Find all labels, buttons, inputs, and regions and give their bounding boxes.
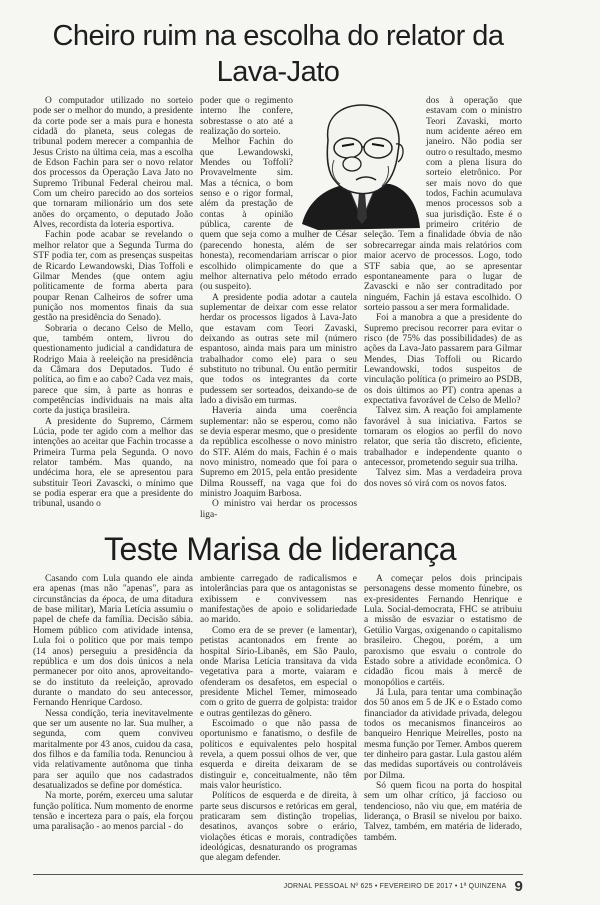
paragraph: Já Lula, para tentar uma combinação dos 50 anos em 5 de JK e o Estado como financiador da atividade privada, delegou todos os mecanismos financeiros ao banqueiro Henrique Meirelles, posto na mesma função por Temer. Ambos querem ter dinheiro para gastar. Lula gastou além das medidas suportáveis ou controláveis por Dilma.	[364, 687, 522, 781]
paragraph: Escoimado o que não passa de oportunismo e fanatismo, o desfile de políticos e equivalentes pelo hospital revela, a quem possui olhos de ver, que esquerda e direita deixaram de se distinguir e, conceitualmente, não têm mais valor heurístico.	[200, 718, 357, 791]
paragraph: A presidente do Supremo, Cármem Lúcia, pode ter agido com a melhor das intenções ao aceitar que Fachin trocasse a Primeira Turma pela Segunda. O novo relator também. Mas quando, na undécima hora, ele se apresentou para substituir Teori Zavascki, o mínimo que se podia esperar era que a presidente do tribunal, usando o	[33, 416, 193, 510]
paragraph: dos à operação que estavam com o ministro Teori Zavaski, morto num acidente aéreo em janeiro. Não podia ser outro o resultado, mesmo com a plena lisura do sorteio eletrônico. Por ser mais novo do que todos, Fachin acumulava menos processos sob a sua jurisdição. Este é o primeiro critério de seleção. Tem a finalidade óbvia de não sobrecarregar ainda mais relatórios com maior acervo de processos. Logo, todo STF sabia que, ao se apresentar espontaneamente para o lugar de Zavascki e não ser contraditado por ninguém, Fachin já estava escolhido. O sorteio passou a ser mera formalidade.	[364, 96, 522, 313]
article-1-headline: Cheiro ruim na escolha do relator da Lava-Jato	[52, 20, 504, 88]
paragraph: Nessa condição, teria inevitavelmente que ser um ausente no lar. Sua mulher, a segunda, com quem conviveu maritalmente por 43 anos, cuidou da casa, dos filhos e da família toda. Renunciou à vida relativamente autônoma que tinha para ser aquilo que nos cadastrados desatualizados se define por doméstica.	[33, 708, 193, 791]
paragraph: Talvez sim. A reação foi amplamente favorável à sua iniciativa. Fartos se tornaram os elogios ao perfil do novo relator, que seria tão discreto, eficiente, trabalhador e independente quanto o antecessor, prometendo seguir sua trilha.	[364, 406, 522, 469]
paragraph: poder que o regimento interno lhe confere, sobrestasse o ato até a realização do sorteio.	[200, 96, 293, 138]
paragraph: Na morte, porém, exerceu uma salutar função política. Num momento de enorme tensão e incerteza para o país, ela forçou uma paralisação - ao menos parcial - do	[33, 791, 193, 833]
paragraph: O computador utilizado no sorteio pode ser o melhor do mundo, a presidente da corte pode ser a mais pura e honesta cidadã do planeta, seus colegas de tribunal podem merecer a companhia de Jesus Cristo na última ceia, mas a escolha de Edson Fachin para ser o novo relator dos processos da Operação Lava Jato no Supremo Tribunal Federal cheirou mal. Com um cheiro parecido ao dos sorteios que tornaram milionário um dos sete anões do orçamento, o deputado João Alves, recordista da loteria esportiva.	[33, 96, 193, 231]
caricature-illustration	[298, 100, 420, 232]
article-2-column-3	[364, 574, 522, 843]
article-2	[33, 574, 523, 864]
paragraph: O ministro vai herdar os processos liga-	[200, 499, 357, 520]
paragraph: Fachin pode acabar se revelando o melhor relator que a Segunda Turma do STF podia ter, com as presenças suspeitas de Ricardo Lewandowski, Dias Toffoli e Gilmar Mendes (que ontem agiu politicamente de forma aberta para poupar Renan Calheiros de sofrer uma punição nos momentos finais da sua gestão na presidência do Senado).	[33, 230, 193, 324]
paragraph: Políticos de esquerda e de direita, à parte seus discursos e retóricas em geral, praticaram sem distinção tropelias, desatinos, avanços sobre o erário, violações éticas e morais, contradições ideológicas, desnaturando os programas que alegam defender.	[200, 791, 357, 864]
paragraph: Melhor Fachin do que Lewandowski, Mendes ou Toffoli? Provavelmente sim. Mas a técnica, o bom senso e o rigor formal, além da prestação de contas à opinião pública, carente de quem que seja como a mulher de César (parecendo honesta, além de ser honesta), recomendariam arriscar o pior escolhido olimpicamente do que a melhor alternativa pelo método errado (ou suspeito).	[200, 137, 357, 293]
nose	[343, 157, 361, 171]
page-footer	[33, 878, 523, 895]
article-1	[33, 96, 523, 520]
paragraph: Sobraria o decano Celso de Mello, que, também ontem, livrou do questionamento judicial a candidatura de Rodrigo Maia à reeleição na presidência da Câmara dos Deputados. Tudo é política, ao fim e ao cabo? Cada vez mais, parece que sim, à parte as honras e competências individuais na mais alta corte da justiça brasileira.	[33, 323, 193, 417]
article-2-headline: Teste Marisa de liderança	[103, 531, 457, 568]
publication-info: JORNAL PESSOAL Nº 625 • FEVEREIRO DE 2017 • 1ª QUINZENA	[283, 882, 507, 890]
paragraph: ambiente carregado de radicalismos e intolerâncias para que os antagonistas se exibissem e convivessem nas manifestações de apoio e solidariedade ao marido.	[200, 574, 357, 626]
paragraph: Haveria ainda uma coerência suplementar: não se esperou, como não se devia esperar mesmo, que o presidente da república escolhesse o novo ministro do STF. Além do mais, Fachin é o mais novo ministro, nomeado que foi para o Supremo em 2015, pela então presidente Dilma Rousseff, na vaga que foi do ministro Joaquim Barbosa.	[200, 406, 357, 500]
footer-divider	[33, 874, 523, 875]
article-2-column-2	[200, 574, 357, 864]
paragraph: Só quem ficou na porta do hospital sem um olhar crítico, já faccioso ou tendencioso, não viu que, em matéria de liderança, o Brasil se nivelou por baixo. Talvez, também, em matéria de liderado, também.	[364, 780, 522, 843]
paragraph: Como era de se prever (e lamentar), petistas acantonados em frente ao hospital Sírio-Libanês, em São Paulo, onde Marisa Letícia transitava da vida vegetativa para a morte, vaiaram e ofenderam os desafetos, em especial o presidente Michel Temer, mimoseado com o grito de guerra de golpista: traidor e outras gentilezas do gênero.	[200, 625, 357, 719]
paragraph: Casando com Lula quando ele ainda era apenas (mas não "apenas", para as circunstâncias da época, de uma ditadura de base militar), Maria Letícia assumiu o papel de chefe da família. Decisão sábia. Homem público com atividade intensa, Lula foi o político que por mais tempo (14 anos) perseguiu a presidência da república e um dos dois únicos a nela permanecer por oito anos, aproveitando-se do instituto da reeleição, aprovado durante o mandato do seu antecessor, Fernando Henrique Cardoso.	[33, 574, 193, 709]
paragraph: A presidente podia adotar a cautela suplementar de deixar com esse relator herdar os processos ligados à Lava-Jato que estavam com Teori Zavaski, deixando as outras sete mil (número espantoso, ainda mais para um ministro trabalhador como ele) para o seu substituto no tribunal. Ou então permitir que todos os integrantes da corte pudessem ser sorteados, deixando-se de lado a divisão em turmas.	[200, 292, 357, 406]
paragraph: A começar pelos dois principais personagens desse momento fúnebre, os ex-presidentes Fernando Henrique e Lula. Social-democrata, FHC se atribuiu a missão de esvaziar o estatismo de Getúlio Vargas, oxigenando o capitalismo brasileiro. Chegou, porém, a um paroxismo que esvaiu o controle do Estado sobre a atividade econômica. O cidadão ficou mais à mercê de monopólios e cartéis.	[364, 574, 522, 688]
paragraph: Talvez sim. Mas a verdadeira prova dos noves só virá com os novos fatos.	[364, 468, 522, 489]
article-1-column-1	[33, 96, 193, 510]
page-number: 9	[514, 877, 523, 895]
head	[327, 105, 399, 193]
paragraph: Foi a manobra a que a presidente do Supremo precisou recorrer para evitar o risco (de 75% das possibilidades) de as ações da Lava-Jato passarem para Gilmar Mendes, Dias Toffoli ou Ricardo Lewandowski, todos suspeitos de vinculação política (o primeiro ao PSDB, os dois últimos ao PT) contra apenas a expectativa favorável de Celso de Mello?	[364, 313, 522, 406]
article-2-column-1	[33, 574, 193, 833]
